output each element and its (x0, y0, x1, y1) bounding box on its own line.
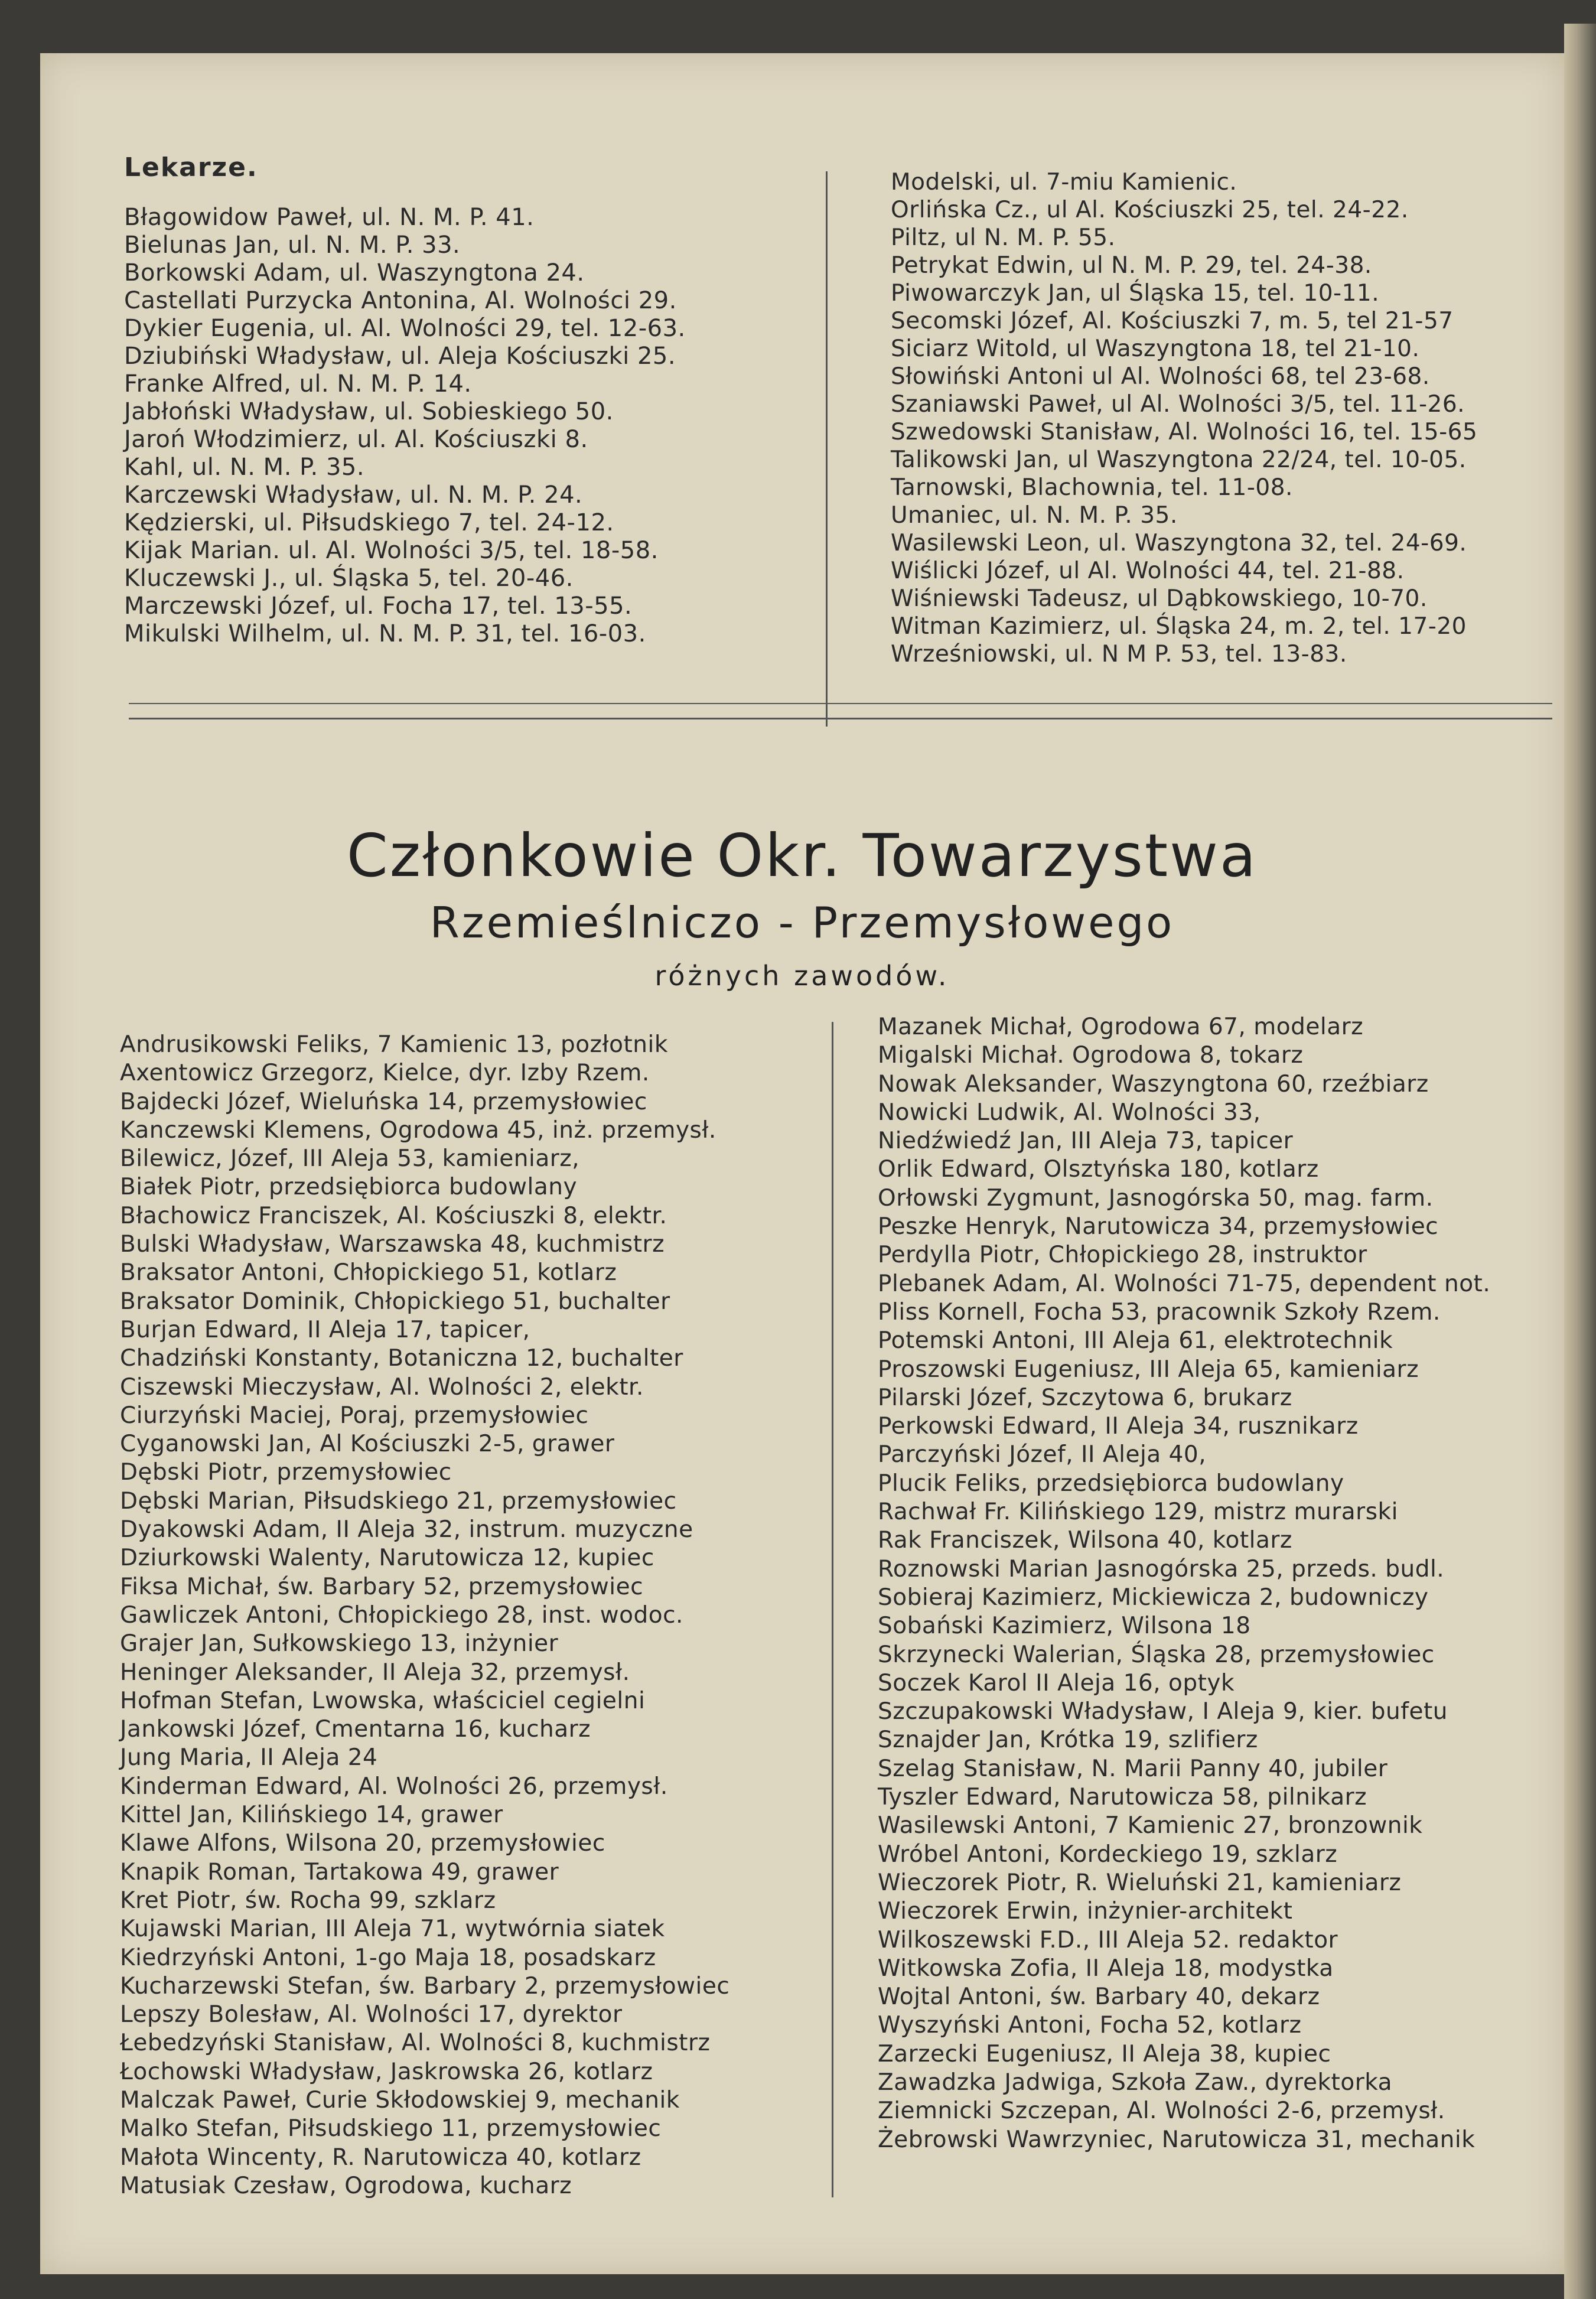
member-entry: Rak Franciszek, Wilsona 40, kotlarz (878, 1527, 1292, 1554)
member-entry: Dębski Piotr, przemysłowiec (120, 1459, 452, 1486)
member-entry: Witkowska Zofia, II Aleja 18, modystka (878, 1955, 1334, 1982)
member-entry: Kiedrzyński Antoni, 1-go Maja 18, posadskarz (120, 1944, 656, 1971)
members-right-column (878, 1013, 1490, 2154)
doctor-entry: Umaniec, ul. N. M. P. 35. (891, 502, 1178, 529)
doctor-entry: Castellati Purzycka Antonina, Al. Wolności 29. (124, 287, 677, 314)
doctor-entry: Szwedowski Stanisław, Al. Wolności 16, tel. 15-65 (891, 419, 1478, 445)
member-entry: Dziurkowski Walenty, Narutowicza 12, kupiec (120, 1545, 654, 1572)
member-entry: Dębski Marian, Piłsudskiego 21, przemysłowiec (120, 1487, 677, 1515)
member-entry: Nowak Aleksander, Waszyngtona 60, rzeźbiarz (878, 1070, 1429, 1098)
member-entry: Pliss Kornell, Focha 53, pracownik Szkoły Rzem. (878, 1298, 1441, 1326)
member-entry: Peszke Henryk, Narutowicza 34, przemysłowiec (878, 1213, 1439, 1240)
member-entry: Lepszy Bolesław, Al. Wolności 17, dyrektor (120, 2001, 623, 2028)
member-entry: Małota Wincenty, R. Narutowicza 40, kotlarz (120, 2144, 641, 2171)
doctor-entry: Szaniawski Paweł, ul Al. Wolności 3/5, tel. 11-26. (891, 391, 1465, 418)
members-left-column (120, 1031, 729, 2200)
lekarze-left-list (124, 204, 686, 648)
member-entry: Malczak Paweł, Curie Skłodowskiej 9, mechanik (120, 2086, 680, 2114)
doctor-entry: Jaroń Włodzimierz, ul. Al. Kościuszki 8. (124, 426, 588, 453)
member-entry: Plucik Feliks, przedsiębiorca budowlany (878, 1470, 1344, 1497)
member-entry: Kucharzewski Stefan, św. Barbary 2, przemysłowiec (120, 1972, 730, 2000)
member-entry: Błachowicz Franciszek, Al. Kościuszki 8, elektr. (120, 1202, 667, 1229)
member-entry: Gawliczek Antoni, Chłopickiego 28, inst. wodoc. (120, 1601, 683, 1629)
member-entry: Pilarski Józef, Szczytowa 6, brukarz (878, 1384, 1292, 1411)
doctor-entry: Wiślicki Józef, ul Al. Wolności 44, tel. 21-88. (891, 558, 1405, 584)
member-entry: Wieczorek Piotr, R. Wieluński 21, kamieniarz (878, 1869, 1402, 1896)
doctor-entry: Kijak Marian. ul. Al. Wolności 3/5, tel. 18-58. (124, 537, 659, 564)
member-entry: Wyszyński Antoni, Focha 52, kotlarz (878, 2012, 1302, 2039)
heading-association: Rzemieślniczo - Przemysłowego (429, 898, 1175, 947)
member-entry: Jankowski Józef, Cmentarna 16, kucharz (120, 1716, 591, 1743)
lekarze-right-column (891, 168, 1477, 668)
member-entry: Kret Piotr, św. Rocha 99, szklarz (120, 1887, 496, 1914)
member-entry: Chadziński Konstanty, Botaniczna 12, buchalter (120, 1345, 683, 1372)
member-entry: Szczupakowski Władysław, I Aleja 9, kier. bufetu (878, 1698, 1448, 1725)
member-entry: Sznajder Jan, Krótka 19, szlifierz (878, 1727, 1258, 1754)
member-entry: Ciurzyński Maciej, Poraj, przemysłowiec (120, 1402, 589, 1429)
doctor-entry: Błagowidow Paweł, ul. N. M. P. 41. (124, 204, 535, 231)
doctor-entry: Jabłoński Władysław, ul. Sobieskiego 50. (124, 398, 614, 425)
member-entry: Kinderman Edward, Al. Wolności 26, przemysł. (120, 1773, 668, 1800)
member-entry: Knapik Roman, Tartakowa 49, grawer (120, 1858, 559, 1886)
member-entry: Żebrowski Wawrzyniec, Narutowicza 31, mechanik (878, 2126, 1476, 2153)
doctor-entry: Dziubiński Władysław, ul. Aleja Kościuszki 25. (124, 343, 676, 370)
section-divider-line-1 (129, 703, 1552, 704)
heading-members: Członkowie Okr. Towarzystwa (346, 821, 1258, 890)
member-entry: Grajer Jan, Sułkowskiego 13, inżynier (120, 1630, 559, 1658)
member-entry: Bajdecki Józef, Wieluńska 14, przemysłowiec (120, 1088, 647, 1115)
doctor-entry: Secomski Józef, Al. Kościuszki 7, m. 5, tel 21-57 (891, 308, 1454, 334)
member-entry: Matusiak Czesław, Ogrodowa, kucharz (120, 2172, 572, 2199)
doctor-entry: Mikulski Wilhelm, ul. N. M. P. 31, tel. 16-03. (124, 620, 646, 647)
doctor-entry: Modelski, ul. 7-miu Kamienic. (891, 169, 1237, 196)
member-entry: Bulski Władysław, Warszawska 48, kuchmistrz (120, 1231, 665, 1258)
heading-professions: różnych zawodów. (654, 960, 950, 992)
member-entry: Axentowicz Grzegorz, Kielce, dyr. Izby Rzem. (120, 1060, 650, 1087)
member-entry: Kittel Jan, Kilińskiego 14, grawer (120, 1802, 503, 1829)
doctor-entry: Słowiński Antoni ul Al. Wolności 68, tel 23-68. (891, 363, 1430, 390)
member-entry: Ziemnicki Szczepan, Al. Wolności 2-6, przemysł. (878, 2098, 1445, 2125)
member-entry: Zawadzka Jadwiga, Szkoła Zaw., dyrektorka (878, 2069, 1393, 2096)
doctor-entry: Piwowarczyk Jan, ul Śląska 15, tel. 10-11. (891, 280, 1380, 307)
doctor-entry: Wasilewski Leon, ul. Waszyngtona 32, tel. 24-69. (891, 530, 1467, 556)
doctor-entry: Talikowski Jan, ul Waszyngtona 22/24, tel. 10-05. (891, 447, 1467, 473)
member-entry: Jung Maria, II Aleja 24 (120, 1744, 378, 1772)
doctor-entry: Bielunas Jan, ul. N. M. P. 33. (124, 232, 461, 259)
member-entry: Parczyński Józef, II Aleja 40, (878, 1441, 1207, 1468)
doctor-entry: Tarnowski, Blachownia, tel. 11-08. (891, 474, 1293, 501)
document-page (40, 53, 1564, 2274)
member-entry: Soczek Karol II Aleja 16, optyk (878, 1669, 1235, 1696)
section-divider-line-2 (129, 718, 1552, 719)
member-entry: Wróbel Antoni, Kordeckiego 19, szklarz (878, 1841, 1338, 1868)
member-entry: Braksator Dominik, Chłopickiego 51, buchalter (120, 1288, 670, 1315)
doctor-entry: Siciarz Witold, ul Waszyngtona 18, tel 21-10. (891, 336, 1420, 362)
doctor-entry: Franke Alfred, ul. N. M. P. 14. (124, 370, 472, 398)
member-entry: Białek Piotr, przedsiębiorca budowlany (120, 1174, 578, 1201)
member-entry: Plebanek Adam, Al. Wolności 71-75, dependent not. (878, 1270, 1491, 1297)
member-entry: Sobański Kazimierz, Wilsona 18 (878, 1613, 1251, 1640)
member-entry: Kujawski Marian, III Aleja 71, wytwórnia siatek (120, 1916, 665, 1943)
doctor-entry: Wrześniowski, ul. N M P. 53, tel. 13-83. (891, 641, 1347, 667)
doctor-entry: Kędzierski, ul. Piłsudskiego 7, tel. 24-12. (124, 509, 614, 536)
member-entry: Perkowski Edward, II Aleja 34, rusznikarz (878, 1413, 1359, 1440)
member-entry: Mazanek Michał, Ogrodowa 67, modelarz (878, 1014, 1364, 1040)
doctor-entry: Petrykat Edwin, ul N. M. P. 29, tel. 24-38. (891, 252, 1372, 279)
doctor-entry: Orlińska Cz., ul Al. Kościuszki 25, tel. 24-22. (891, 197, 1409, 223)
members-left-list (120, 1031, 729, 2200)
doctor-entry: Marczewski Józef, ul. Focha 17, tel. 13-55. (124, 592, 633, 620)
member-entry: Szelag Stanisław, N. Marii Panny 40, jubiler (878, 1755, 1388, 1782)
member-entry: Andrusikowski Feliks, 7 Kamienic 13, pozłotnik (120, 1031, 668, 1058)
lekarze-right-list (891, 168, 1477, 668)
member-entry: Sobieraj Kazimierz, Mickiewicza 2, budowniczy (878, 1584, 1429, 1611)
member-entry: Orlik Edward, Olsztyńska 180, kotlarz (878, 1156, 1319, 1183)
member-entry: Burjan Edward, II Aleja 17, tapicer, (120, 1316, 530, 1343)
column-divider-top (826, 171, 828, 727)
doctor-entry: Kluczewski J., ul. Śląska 5, tel. 20-46. (124, 565, 574, 592)
member-entry: Fiksa Michał, św. Barbary 52, przemysłowiec (120, 1573, 644, 1600)
member-entry: Potemski Antoni, III Aleja 61, elektrotechnik (878, 1327, 1393, 1354)
member-entry: Migalski Michał. Ogrodowa 8, tokarz (878, 1042, 1304, 1069)
member-entry: Malko Stefan, Piłsudskiego 11, przemysłowiec (120, 2115, 662, 2142)
member-entry: Wieczorek Erwin, inżynier-architekt (878, 1898, 1293, 1925)
member-entry: Perdylla Piotr, Chłopickiego 28, instruktor (878, 1242, 1367, 1269)
member-entry: Rachwał Fr. Kilińskiego 129, mistrz murarski (878, 1499, 1398, 1526)
member-entry: Cyganowski Jan, Al Kościuszki 2-5, grawer (120, 1431, 615, 1458)
doctor-entry: Karczewski Władysław, ul. N. M. P. 24. (124, 481, 583, 509)
member-entry: Łebedzyński Stanisław, Al. Wolności 8, kuchmistrz (120, 2030, 711, 2057)
member-entry: Zarzecki Eugeniusz, II Aleja 38, kupiec (878, 2040, 1331, 2067)
doctor-entry: Dykier Eugenia, ul. Al. Wolności 29, tel. 12-63. (124, 315, 686, 342)
member-entry: Niedźwiedź Jan, III Aleja 73, tapicer (878, 1128, 1294, 1155)
member-entry: Proszowski Eugeniusz, III Aleja 65, kamieniarz (878, 1356, 1419, 1383)
column-divider-bottom (832, 1022, 833, 2197)
doctor-entry: Witman Kazimierz, ul. Śląska 24, m. 2, tel. 17-20 (891, 613, 1467, 640)
doctor-entry: Borkowski Adam, ul. Waszyngtona 24. (124, 259, 585, 286)
member-entry: Roznowski Marian Jasnogórska 25, przeds. budl. (878, 1555, 1445, 1582)
members-right-list (878, 1013, 1490, 2154)
lekarze-left-column (124, 154, 686, 648)
member-entry: Tyszler Edward, Narutowicza 58, pilnikarz (878, 1784, 1367, 1811)
member-entry: Wasilewski Antoni, 7 Kamienic 27, bronzownik (878, 1812, 1423, 1839)
doctor-entry: Kahl, ul. N. M. P. 35. (124, 454, 365, 481)
member-entry: Hofman Stefan, Lwowska, właściciel cegielni (120, 1687, 646, 1714)
doctor-entry: Wiśniewski Tadeusz, ul Dąbkowskiego, 10-70. (891, 585, 1428, 612)
section-title-lekarze: Lekarze. (124, 152, 258, 183)
member-entry: Klawe Alfons, Wilsona 20, przemysłowiec (120, 1830, 605, 1857)
member-entry: Heninger Aleksander, II Aleja 32, przemysł. (120, 1659, 630, 1686)
member-entry: Łochowski Władysław, Jaskrowska 26, kotlarz (120, 2058, 653, 2085)
member-entry: Orłowski Zygmunt, Jasnogórska 50, mag. farm. (878, 1184, 1434, 1212)
member-entry: Ciszewski Mieczysław, Al. Wolności 2, elektr. (120, 1373, 644, 1401)
doctor-entry: Piltz, ul N. M. P. 55. (891, 224, 1116, 251)
member-entry: Wilkoszewski F.D., III Aleja 52. redaktor (878, 1926, 1338, 1953)
member-entry: Dyakowski Adam, II Aleja 32, instrum. muzyczne (120, 1516, 693, 1543)
member-entry: Wojtal Antoni, św. Barbary 40, dekarz (878, 1984, 1320, 2011)
member-entry: Nowicki Ludwik, Al. Wolności 33, (878, 1099, 1261, 1126)
member-entry: Bilewicz, Józef, III Aleja 53, kamieniarz, (120, 1145, 580, 1173)
member-entry: Kanczewski Klemens, Ogrodowa 45, inż. przemysł. (120, 1116, 716, 1144)
member-entry: Braksator Antoni, Chłopickiego 51, kotlarz (120, 1259, 617, 1287)
book-spine (1564, 24, 1596, 2299)
member-entry: Skrzynecki Walerian, Śląska 28, przemysłowiec (878, 1641, 1435, 1668)
